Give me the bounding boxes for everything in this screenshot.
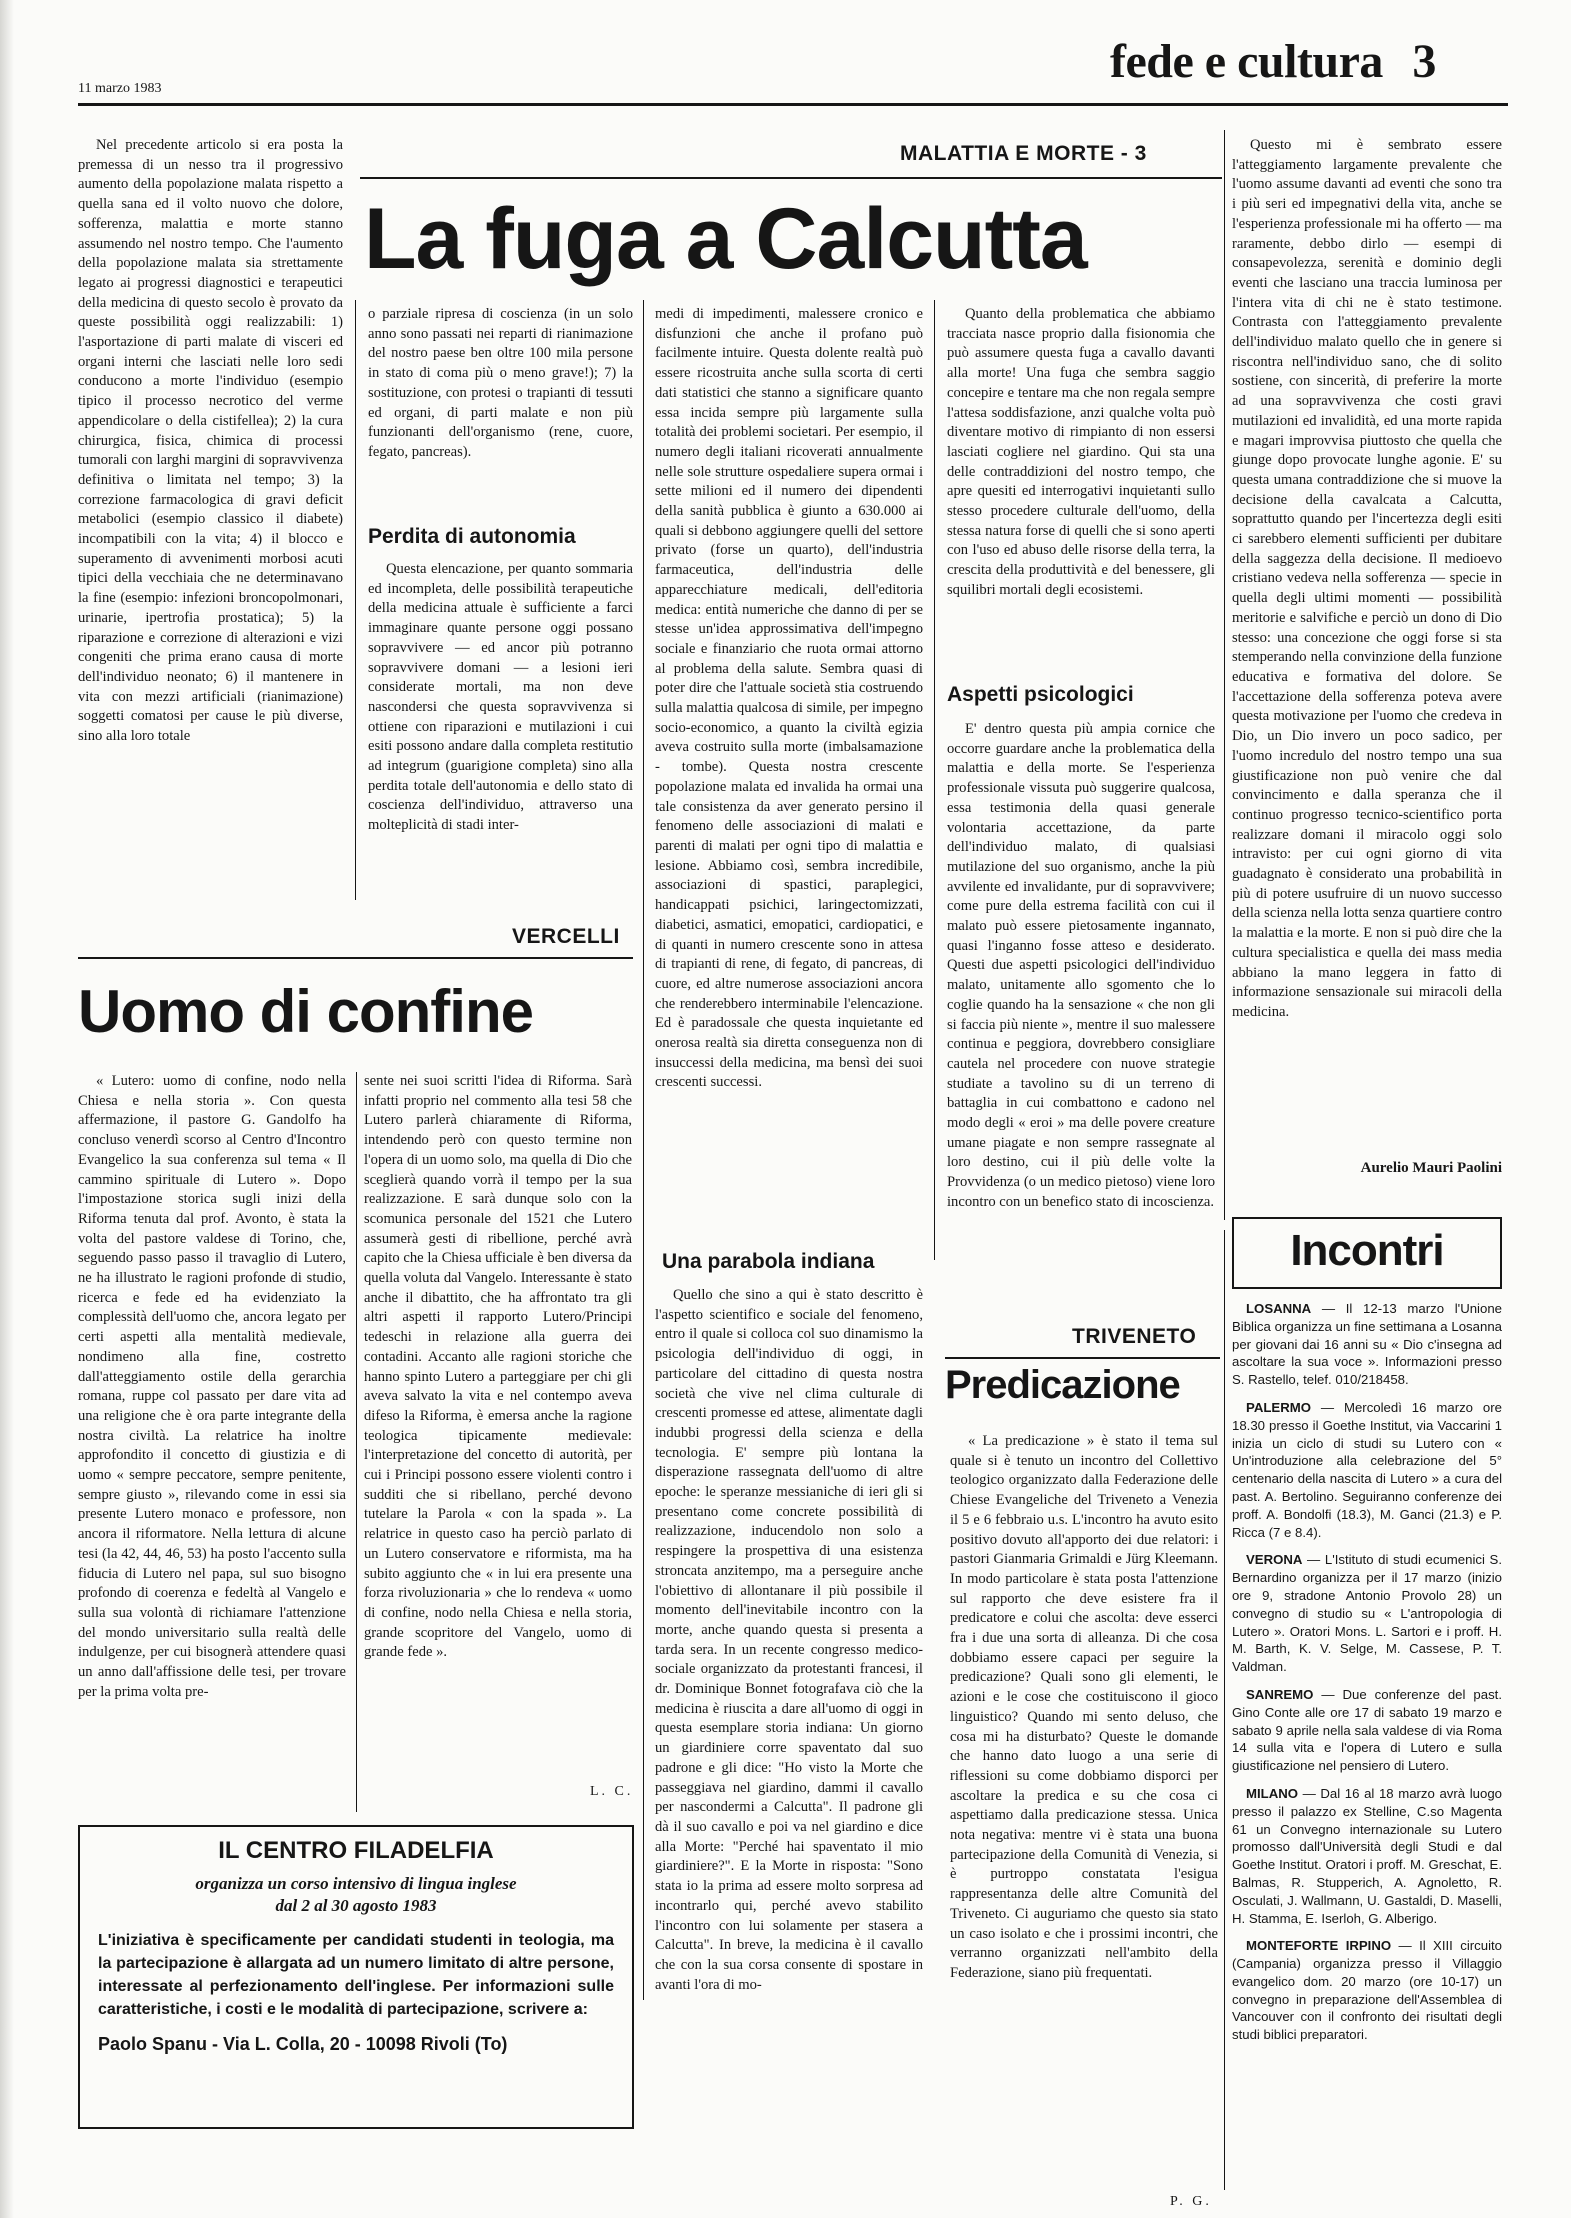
incontri-place: LOSANNA xyxy=(1246,1301,1312,1316)
col-divider-2 xyxy=(643,300,644,2000)
col-divider-4 xyxy=(1224,130,1225,1220)
vercelli-title: Uomo di confine xyxy=(78,978,533,1045)
incontri-item xyxy=(1232,1551,1502,1676)
ad-subtitle-2: dal 2 al 30 agosto 1983 xyxy=(275,1896,437,1915)
issue-date: 11 marzo 1983 xyxy=(78,81,162,96)
incontri-place: VERONA xyxy=(1246,1552,1303,1568)
vercelli-kicker: VERCELLI xyxy=(512,925,620,948)
incontri-box xyxy=(1232,1217,1502,1289)
page-number: 3 xyxy=(1412,35,1436,88)
incontri-place: MONTEFORTE IRPINO xyxy=(1246,1938,1392,1954)
incontri-list xyxy=(1232,1300,1502,2044)
article-col-2a: o parziale ripresa di coscienza (in un solo anno sono passati nei reparti di rianimazione del nostro paese ben oltre 100 mila persone in stato di coma più o meno grave!); 7) la sostituzione, con protesi o trapianti di tessuti ed organi, di parti malate e non più funzionanti dell'organismo (rene, cuore, fegato, pancreas). xyxy=(368,306,633,460)
article-col-3a: medi di impedimenti, malessere cronico e disfunzioni che anche il profano può facilmente intuire. Questa dolente realtà può essere ricostruita anche sulla scorta di certi dati statistici che stanno a significare quanto essa incida sempre più largamente sulla totalità dei problemi societari. Per esempio, il numero degli italiani ricoverati annualmente nelle sole strutture ospedaliere supera ormai i sette milioni ed il numero dei dipendenti della sanità pubblica è giunto a 630.000 ai quali si debbono aggiungere quelli del settore privato (forse un quarto), dell'industria farmaceutica, dell'industria delle apparecchiature medicali, dell'editoria medica: entità numeriche che danno di per se stesse un'idea approssimativa dell'impegno sociale e finanziario che ruota ormai attorno al problema della salute. Sembra quasi di poter dire che l'attuale società stia costruendo sulla malattia qualcosa di simile, per impegno socio-economico, a quanto la civiltà egizia aveva costruito sulla morte (imbalsamazione - tombe). Questa nostra crescente popolazione malata ed invalida ha ormai una tale consistenza da aver generato persino il fenomeno delle associazioni di malati e parenti di malati per ogni tipo di malattia e lesione. Abbiamo così, sembra incredibile, associazioni di spastici, paraplegici, handicappati psichici, laringectomizzati, diabetici, asmatici, emopatici, cardiopatici, e di quanti in numero crescente sono in attesa di trapianti di rene, di fegato, di pancreas, di cuore, ed altre numerose associazioni ancora che renderebbero interminabile l'elencazione. Ed è paradossale che questa inquietante ed onerosa realtà sia diretta conseguenza non di insuccessi della medicina, ma bensì dei suoi crescenti successi. xyxy=(655,306,923,1091)
incontri-place: PALERMO xyxy=(1246,1399,1311,1415)
vercelli-col-2: sente nei suoi scritti l'idea di Riforma. Sarà infatti proprio nel commento alla tesi 58 che Lutero parlerà chiaramente di Riforma, intendendo però con questo termine non l'opera di un uomo solo, ma quella di Dio che sceglierà quando vorrà il tempo per la sua realizzazione. E sarà dunque solo con la scomunica personale del 1521 che Lutero assumerà gesti di ribellione, perché avrà capito che la Chiesa ufficiale è ben diversa da quella voluta dal Vangelo. Interessante è stato anche il dibattito, che ha affrontato tra gli altri aspetti il rapporto Lutero/Principi tedeschi in relazione alla guerra dei contadini. Accanto alle ragioni storiche che hanno spinto Lutero a parteggiare per chi gli aveva salvato la vita e nel contempo aveva difeso la Riforma, è emersa anche la ragione teologica tipicamente medievale: l'interpretazione del concetto di autorità, per cui i Principi possono essere violenti contro i sudditi che si ribellano, perché devono tutelare la Parola « con la spada ». La relatrice in questo caso ha perciò parlato di un Lutero conservatore e riformista, ma ha subito aggiunto che « in lui era presente una forza rivoluzionaria » che lo rendeva « uomo di confine, nodo nella Chiesa e nella storia, grande scopritore del Vangelo, uomo di grande fede ». xyxy=(364,1073,632,1661)
article-col-1: Nel precedente articolo si era posta la premessa di un nesso tra il progressivo aumento della popolazione malata rispetto a quella sana ed il volto nuovo che dolore, sofferenza, malattia e morte stanno assumendo nel nostro tempo. Che l'aumento della popolazione malata sia strettamente legato ai progressi diagnostici e terapeutici della medicina di questo secolo è provato da queste possibilità oggi realizzabili: 1) l'asportazione di parti malate di visceri ed organi interni che lasciati nelle loro sedi conducono a morte l'individuo (esempio tipico il processo necrotico del verme appendicolare o della cistifellea); 2) la cura chirurgica, fisica, chimica di processi tumorali con larghi margini di sopravvivenza definitiva o limitata nel tempo; 3) la correzione farmacologica di gravi deficit metabolici (esempio classico il diabete) incompatibili con la vita; 4) il blocco e superamento di avvenimenti morbosi acuti tipici della vecchiaia che ne determinavano la fine (esempio: infezioni broncopolmonari, urinarie, ipertrofia prostatica); 5) la riparazione e correzione di alterazioni e vizi congeniti che prima erano causa di morte dell'individuo neonato; 6) il mantenere in vita con mezzi artificiali (rianimazione) soggetti comatosi per cause le più diverse, sino alla loro totale xyxy=(78,137,343,745)
vercelli-signature: L. C. xyxy=(590,1784,634,1799)
triveneto-rule xyxy=(945,1357,1220,1359)
incontri-place: MILANO xyxy=(1246,1785,1299,1801)
incontri-place: SANREMO xyxy=(1246,1686,1314,1702)
col-divider-1 xyxy=(355,300,356,900)
incontri-title: Incontri xyxy=(1290,1226,1444,1275)
article-author: Aurelio Mauri Paolini xyxy=(1360,1160,1502,1176)
incontri-text: — Il XIII circuito (Campania) organizza presso il Villaggio evangelico dom. 20 marzo (ore 10-17) un convegno in preparazione dell'Assemblea di Vancouver con il confronto dei risultati degli studi biblici preparatori. xyxy=(1232,1938,1502,2043)
incontri-text: — Il 12-13 marzo l'Unione Biblica organizza un fine settimana a Losanna per giovani dai 16 anni su « Dio c'insegna ad ascoltare la sua voce ». Informazioni presso S. Rastello, telef. 010/218458. xyxy=(1232,1301,1502,1388)
vercelli-divider xyxy=(356,1072,357,1812)
incontri-item xyxy=(1232,1686,1502,1775)
ad-body: L'iniziativa è specificamente per candidati studenti in teologia, ma la partecipazione è allargata ad un numero limitato di altre persone, interessate al perfezionamento dell'inglese. Per informazioni sulle caratteristiche, i costi e le modalità di partecipazione, scrivere a: xyxy=(98,1932,614,2018)
triveneto-signature: P. G. xyxy=(1170,2194,1212,2209)
incontri-item xyxy=(1232,1300,1502,1389)
kicker-rule xyxy=(360,177,1222,179)
ad-subtitle-1: organizza un corso intensivo di lingua inglese xyxy=(195,1874,517,1893)
ad-address: Paolo Spanu - Via L. Colla, 20 - 10098 Rivoli (To) xyxy=(98,2034,508,2054)
col-divider-5 xyxy=(1224,1230,1225,2190)
header-rule xyxy=(78,103,1508,106)
scan-edge xyxy=(0,0,14,2218)
vercelli-rule xyxy=(78,957,633,959)
incontri-text: — Due conferenze del past. Gino Conte alle ore 17 di sabato 19 marzo e sabato 9 aprile nella sala valdese di via Roma 14 sulla vita e l'opera di Lutero e sulla giustificazione nel pensiero di Lutero. xyxy=(1232,1686,1502,1774)
article-col-4b: E' dentro questa più ampia cornice che occorre guardare anche la problematica della malattia e della morte. Se l'esperienza professionale vissuta può suggerire qualcosa, essa testimonia della quasi generale volontaria accettazione, da parte dell'individuo malato, di qualsiasi mutilazione del suo organismo, anche la più avvilente ed invalidante, pur di sopravvivere; come pure della estrema facilità con cui il malato può essere pietosamente ingannato, quasi l'inganno fosse atteso e desiderato. Questi due aspetti psicologici dell'individuo malato, unitamente allo sgomento che lo coglie quando ha la sensazione « che non gli si faccia più niente », mentre il suo malessere continua e peggiora, dovrebbero consigliare cautela nel procedere con nuove strategie studiate a tavolino su di un terreno di battaglia in cui combattono e cadono nel modo degli « eroi » ma delle povere creature umane piagate e non sempre rassegnate al loro destino, cui il più delle volte la Provvidenza (o un medico pietoso) viene loro incontro con un benefico stato di incoscienza. xyxy=(947,721,1215,1210)
article-title: La fuga a Calcutta xyxy=(364,191,1087,287)
vercelli-col-1: « Lutero: uomo di confine, nodo nella Chiesa e nella storia ». Con questa affermazione, il pastore G. Gandolfo ha concluso venerdì scorso al Centro d'Incontro Evangelico la sua conferenza sul tema « Il cammino spirituale di Lutero ». Dopo l'impostazione storica sugli inizi della Riforma tenuta dal prof. Avonto, è stata la volta del pastore valdese di Torino, che, seguendo passo passo il travaglio di Lutero, ne ha illustrato le ragioni profonde di studio, ricerca e fede ed ha evidenziato la complessità dell'uomo che, ancora legato per certi aspetti alla mentalità medievale, nondimeno alla fine, costretto dall'atteggiamento ostile della gerarchia romana, ruppe col passato per dare vita ad una religione che è ora parte integrante della nostra civiltà. La relatrice ha inoltre approfondito il concetto di giustizia e di uomo « sempre peccatore, sempre penitente, sempre giusto », rilevando come in essi sia presente Lutero monaco e professore, non ancora il riformatore. Nella lettura di alcune tesi (la 42, 44, 46, 53) ha posto l'accento sulla fiducia di Lutero nel papa, sul suo bisogno profondo di coerenza e fedeltà al Vangelo e sulla sua volontà di richiamare l'attenzione del mondo universitario sulla realtà delle indulgenze, per cui bisognerà attendere quasi un anno dall'affissione delle tesi, per trovare per la prima volta pre- xyxy=(78,1073,346,1700)
subhead-aspetti: Aspetti psicologici xyxy=(947,683,1134,706)
article-col-2b: Questa elencazione, per quanto sommaria ed incompleta, delle possibilità terapeutiche della medicina attuale è sufficiente a farci immaginare quante persone oggi possano sopravvivere — ed ancor più potranno sopravvivere domani — a lesioni ieri considerate mortali, ma non deve nascondersi che questa sopravvivenza si ottiene con riparazioni e mutilazioni i cui esiti possono andare dalla completa restitutio ad integrum (guarigione completa) sino alla perdita totale dell'autonomia e dello stato di coscienza dell'individuo, attraverso una molteplicità di stadi inter- xyxy=(368,561,633,834)
triveneto-body: « La predicazione » è stato il tema sul quale si è tenuto un incontro del Collettivo teologico organizzato dalla Federazione delle Chiese Evangeliche del Triveneto a Venezia il 5 e 6 febbraio u.s. L'incontro ha avuto esito positivo dovuto all'apporto dei due relatori: i pastori Gianmaria Grimaldi e Jürg Kleemann. In modo particolare è stata posta l'attenzione sul rapporto che deve esistere fra il predicatore e colui che ascolta: deve esserci fra i due una sorta di alleanza. Di che cosa dobbiamo essere capaci per seguire la predicazione? Quali sono gli elementi, le azioni e le cose che costituiscono il gioco linguistico? Quando mi sento deluso, che cosa mi ha disturbato? Queste le domande che hanno dato luogo a una serie di riflessioni su come dobbiamo disporci per ascoltare la predica e su che cosa ci aspettiamo dalla predicazione stessa. Unica nota negativa: mentre vi è stata una buona partecipazione della Comunità di Venezia, si è purtroppo constatata l'esigua rappresentanza delle altre Comunità del Triveneto. Ci auguriamo che questo sia stato un caso isolato e che i prossimi incontri, che verranno organizzati nell'ambito della Federazione, siano più frequentati. xyxy=(950,1433,1218,1981)
ad-box xyxy=(78,1825,634,2129)
subhead-perdita: Perdita di autonomia xyxy=(368,525,576,548)
incontri-text: — L'Istituto di studi ecumenici S. Bernardino organizza per il 17 marzo (inizio ore 9, stradone Antonio Provolo 28) un convegno di studio su « L'antropologia di Lutero ». Oratori Mons. L. Sartori e i proff. H. M. Barth, K. V. Selge, M. Cassese, P. T. Valdman. xyxy=(1232,1552,1502,1675)
article-col-3b: Quello che sino a qui è stato descritto è l'aspetto scientifico e sociale del fenomeno, entro il quale si colloca col suo dinamismo la psicologia dell'individuo di oggi, in particolare del cittadino di questa nostra società che vive nel clima culturale di crescenti promesse ed attese, alimentate dagli indubbi progressi della scienza e della tecnologia. E' sempre più lontana la disperazione rassegnata dell'uomo di altre epoche: le speranze messianiche di ieri gli si presentano come concrete possibilità di realizzazione, inducendolo non solo a respingere la prospettiva di una esistenza stroncata anzitempo, ma a perseguire anche l'obiettivo di allontanare il più possibile il momento dell'inevitabile incontro con la morte, anche quando questa si presenta a tarda sera. In un recente congresso medico-sociale organizzato da protestanti francesi, il dr. Dominique Bonnet fotografava ciò che la medicina è riuscita a dare all'uomo di oggi in questa esemplare storia indiana: Un giorno un giardiniere corre spaventato dal suo padrone e gli dice: "Ho visto la Morte che passeggiava nel giardino, dammi il cavallo per nascondermi a Calcutta". Il padrone gli dà il suo cavallo e poi va nel giardino e dice alla Morte: "Perché hai spaventato il mio giardiniere?". E la Morte in risposta: "Sono stata io la prima ad essere molto sorpresa ad incontrarlo qui, perché avevo stabilito l'incontro con lui solamente per stasera a Calcutta". In breve, la medicina è il cavallo che con la sua corsa consente di spostare in avanti l'ora di mo- xyxy=(655,1287,923,1993)
article-kicker: MALATTIA E MORTE - 3 xyxy=(900,142,1147,165)
incontri-item xyxy=(1232,1785,1502,1927)
incontri-item xyxy=(1232,1399,1502,1541)
incontri-item xyxy=(1232,1937,1502,2044)
triveneto-kicker: TRIVENETO xyxy=(1072,1325,1197,1348)
subhead-parabola: Una parabola indiana xyxy=(662,1250,875,1273)
incontri-text: — Dal 16 al 18 marzo avrà luogo presso il palazzo ex Stelline, C.so Magenta 61 un Convegno internazionale su Lutero promosso dall'Università degli Studi e dal Goethe Institut. Oratori i proff. M. Greschat, E. Balmas, R. Stupperich, A. Agnoletto, R. Osculati, J. Wallmann, U. Gastaldi, D. Maselli, H. Stamma, E. Iserloh, G. Alberigo. xyxy=(1232,1785,1502,1926)
incontri-text: — Mercoledì 16 marzo ore 18.30 presso il Goethe Institut, via Vaccarini 1 inizia un ciclo di studi su Lutero con « Un'introduzione alla celebrazione del 5° centenario della nascita di Lutero » a cura del past. A. Bertolino. Seguiranno conferenze dei proff. A. Bondolfi (18.3), M. Ganci (21.3) e P. Ricca (7 e 8.4). xyxy=(1232,1399,1502,1540)
ad-title: IL CENTRO FILADELFIA xyxy=(218,1837,494,1864)
section-name: fede e cultura xyxy=(1110,35,1383,88)
article-col-4a: Quanto della problematica che abbiamo tracciata nasce proprio dalla fisionomia che può assumere questa fuga a cavallo davanti alla morte! Una fuga che sembra saggio concepire e tentare ma che non regala sempre l'attesa soddisfazione, anzi qualche volta può diventare motivo di rimpianto di non essersi lasciati cogliere nel giardino. Qui sta una delle contraddizioni del nostro tempo, che apre quesiti ed interrogativi inquietanti sullo stesso procedere culturale dell'uomo, della stessa natura forse di quelli che si sono aperti con l'uso ed abuso delle risorse della terra, la crescita della produttività e del benessere, gli squilibri mortali degli ecosistemi. xyxy=(947,306,1215,598)
triveneto-title: Predicazione xyxy=(945,1363,1180,1407)
article-col-5: Questo mi è sembrato essere l'atteggiamento largamente prevalente che l'uomo assume davanti ad eventi che sono tra i più seri ed impegnativi della vita, anche se l'esperienza professionale mi ha offerto — ma raramente, debbo dirlo — esempi di consapevolezza, serenità e dominio degli eventi che lasciano una traccia luminosa per l'intera vita di chi ne è stato testimone. Contrasta con l'atteggiamento prevalente dell'individuo malato quello che in genere si riscontra nell'individuo sano, che di solito sostiene, con sincerità, di preferire la morte ad una sopravvivenza che costi gravi mutilazioni ed invalidità, ed una morte rapida e magari improvvisa piuttosto che quella che giunge dopo provocate lunghe agonie. E' su questa umana contraddizione che si muove la decisione della cavalcata a Calcutta, soprattutto quando per l'incertezza degli esiti ci sarebbero elementi sufficienti per dubitare della saggezza della decisione. Il medioevo cristiano vedeva nella sofferenza — specie in quella degli ultimi momenti — possibilità meritorie e salvifiche e perciò un dono di Dio stesso: una concezione che oggi forse si sta stemperando nella convinzione della funzione educativa e formativa del dolore. Se l'accettazione della sofferenza poteva avere questa motivazione per l'uomo che credeva in Dio, un Dio invero un poco sadico, per l'uomo incredulo del nostro tempo una sua giustificazione non può venire che dal convincimento e dalla speranza che il continuo progresso tecnico-scientifico porta realizzare domani il miracolo oggi solo intravisto: per cui ogni giorno di vita guadagnato è considerato una probabilità in più di potere usufruire di un nuovo successo della scienza nella lotta senza quartiere contro la malattia e la morte. E non si può dire che la cultura specialistica e quella dei mass media abbiano la mano leggera in fatto di informazione sensazionale sui miracoli della medicina. xyxy=(1232,137,1502,1020)
section-title xyxy=(1110,36,1436,88)
col-divider-3 xyxy=(934,300,935,1260)
